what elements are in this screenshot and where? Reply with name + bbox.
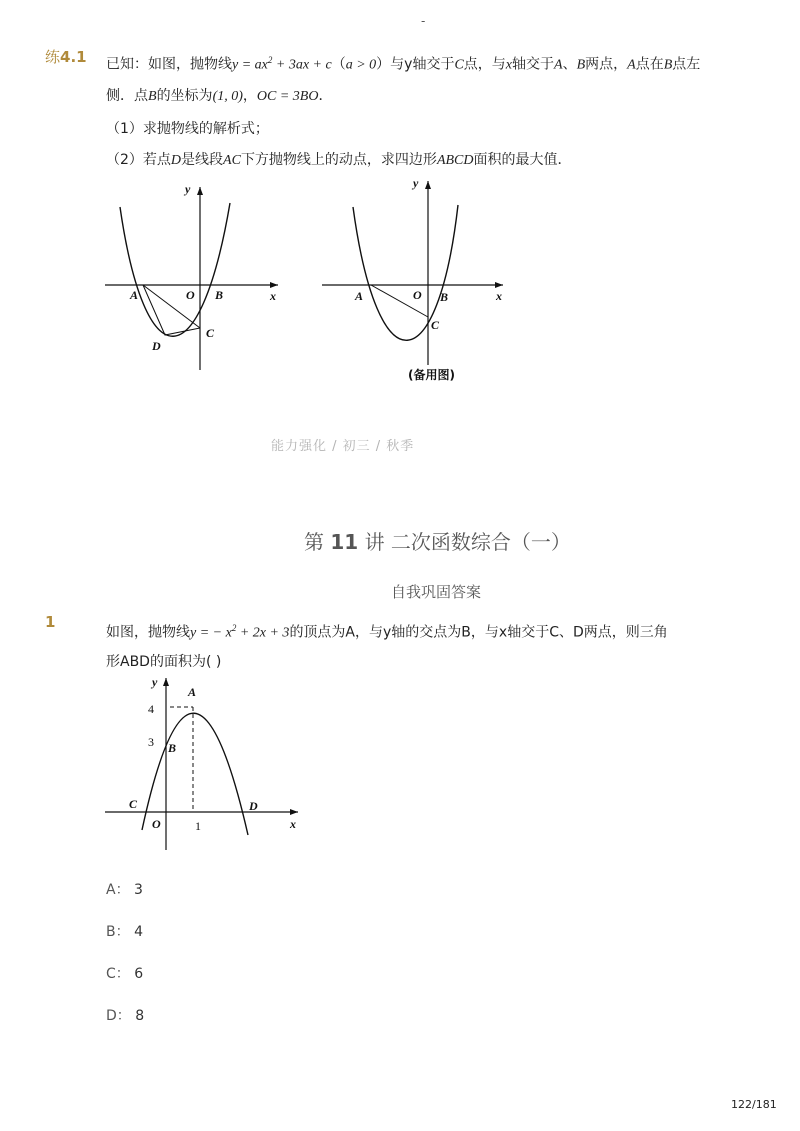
parabola-figure-2 bbox=[318, 175, 508, 385]
origin-label: O bbox=[413, 288, 422, 302]
y-axis-label: y bbox=[413, 176, 419, 190]
parabola-figure-3 bbox=[100, 670, 310, 855]
exercise-number: 练4.1 bbox=[45, 48, 87, 66]
point-d-label: D bbox=[249, 799, 258, 813]
point-b-label: B bbox=[440, 290, 449, 304]
point-c-label: C bbox=[206, 326, 215, 340]
point-b-label: B bbox=[215, 288, 224, 302]
question-part-2: （2）若点D是线段AC下方抛物线上的动点，求四边形ABCD面积的最大值． bbox=[106, 152, 572, 168]
question-part-1: （1）求抛物线的解析式； bbox=[106, 121, 269, 137]
backup-figure-caption: (备用图) bbox=[408, 368, 455, 382]
point-c-label: C bbox=[431, 318, 440, 332]
option-a[interactable]: A： 3 bbox=[106, 882, 143, 898]
origin-label: O bbox=[186, 288, 195, 302]
point-a-label: A bbox=[130, 288, 139, 302]
question-text-line-1: 如图，抛物线y = − $x^2 + 2x + 3$的顶点为A，与y轴的交点为B，与x轴交于C、D两点，则三角 bbox=[106, 623, 668, 641]
footer-series: 能力强化 / 初三 / 秋季 bbox=[271, 439, 415, 454]
tick-4: 4 bbox=[148, 702, 154, 716]
tick-1: 1 bbox=[195, 819, 201, 833]
point-a-label: A bbox=[355, 289, 364, 303]
x-axis-label: x bbox=[290, 817, 296, 831]
option-c[interactable]: C： 6 bbox=[106, 966, 144, 982]
section-subheading: 自我巩固答案 bbox=[391, 583, 482, 601]
x-axis-label: x bbox=[270, 289, 276, 303]
parabola-figure-1 bbox=[100, 175, 285, 375]
point-c-label: C bbox=[129, 797, 138, 811]
y-axis-label: y bbox=[152, 675, 158, 689]
option-d[interactable]: D： 8 bbox=[106, 1008, 145, 1024]
vertex-a-label: A bbox=[188, 685, 197, 699]
question-text-line-2: 形ABD的面积为( ) bbox=[106, 654, 222, 670]
point-d-label: D bbox=[152, 339, 161, 353]
exercise-text-line-1: 已知：如图，抛物线$y = ax^2 + 3ax + c(a > 0)$与y轴交于C点，与x轴交于A、B两点，A点在B点左 bbox=[106, 55, 701, 73]
y-axis-label: y bbox=[185, 182, 191, 196]
origin-label: O bbox=[152, 817, 161, 831]
question-number: 1 bbox=[45, 613, 56, 631]
x-axis-label: x bbox=[496, 289, 502, 303]
page-number: 122/181 bbox=[731, 1098, 777, 1111]
tick-3: 3 bbox=[148, 735, 154, 749]
option-b[interactable]: B： 4 bbox=[106, 924, 143, 940]
lecture-heading: 第 11 讲 二次函数综合（一） bbox=[304, 530, 571, 554]
point-b-label: B bbox=[168, 741, 177, 755]
top-mark: - bbox=[421, 14, 426, 28]
exercise-text-line-2: 侧．点B的坐标为(1, 0)，OC = 3BO． bbox=[106, 88, 333, 104]
